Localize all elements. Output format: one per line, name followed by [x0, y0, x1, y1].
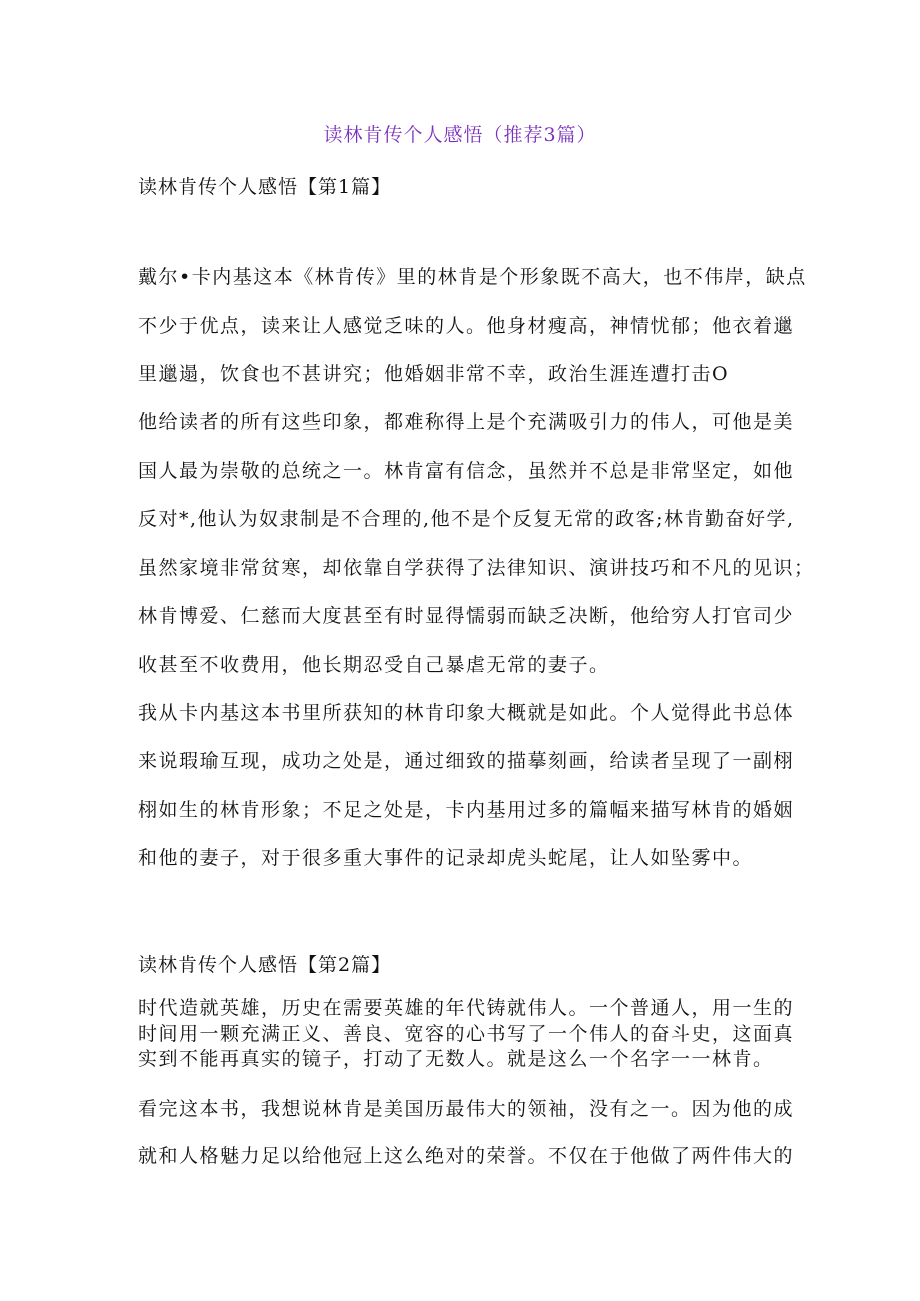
paragraph-line: 里邋遢，饮食也不甚讲究；他婚姻非常不幸，政治生涯连遭打击O: [138, 363, 730, 385]
paragraph-line: 和他的妻子，对于很多重大事件的记录却虎头蛇尾，让人如坠雾中。: [138, 847, 754, 869]
paragraph-line: 反对*,他认为奴隶制是不合理的,他不是个反复无常的政客;林肯勤奋好学,: [138, 508, 795, 530]
paragraph-line: 栩如生的林肯形象；不足之处是，卡内基用过多的篇幅来描写林肯的婚姻: [138, 799, 795, 821]
paragraph-line: 虽然家境非常贫寒，却依靠自学获得了法律知识、演讲技巧和不凡的见识；: [138, 557, 815, 579]
paragraph-line: 就和人格魅力足以给他冠上这么绝对的荣誉。不仅在于他做了两件伟大的: [138, 1145, 795, 1167]
paragraph-line: 不少于优点，读来让人感觉乏味的人。他身材瘦高，神情忧郁；他衣着邋: [138, 315, 795, 337]
section-heading: 读林肯传个人感悟【第1篇】: [138, 176, 392, 198]
paragraph-line: 时间用一颗充满正义、善良、宽容的心书写了一个伟人的奋斗史，这面真: [138, 1023, 795, 1045]
document-title: 读林肯传个人感悟（推荐3篇）: [323, 124, 597, 146]
paragraph-line: 戴尔•卡内基这本《林肯传》里的林肯是个形象既不高大，也不伟岸，缺点: [138, 266, 807, 288]
paragraph-line: 来说瑕瑜互现，成功之处是，通过细致的描摹刻画，给读者呈现了一副栩: [138, 750, 795, 772]
paragraph-line: 林肯博爱、仁慈而大度甚至有时显得懦弱而缺乏决断，他给穷人打官司少: [138, 605, 795, 627]
paragraph-line: 看完这本书，我想说林肯是美国历最伟大的领袖，没有之一。因为他的成: [138, 1098, 795, 1120]
paragraph-line: 收甚至不收费用，他长期忍受自己暴虐无常的妻子。: [138, 654, 610, 676]
paragraph-line: 我从卡内基这本书里所获知的林肯印象大概就是如此。个人觉得此书总体: [138, 702, 795, 724]
paragraph-line: 他给读者的所有这些印象，都难称得上是个充满吸引力的伟人，可他是美: [138, 411, 795, 433]
paragraph-line: 实到不能再真实的镜子，打动了无数人。就是这么一个名字一一林肯。: [138, 1048, 774, 1070]
paragraph-line: 时代造就英雄，历史在需要英雄的年代铸就伟人。一个普通人，用一生的: [138, 997, 795, 1019]
section-heading: 读林肯传个人感悟【第2篇】: [138, 954, 392, 976]
paragraph-line: 国人最为崇敬的总统之一。林肯富有信念，虽然并不总是非常坚定，如他: [138, 460, 795, 482]
